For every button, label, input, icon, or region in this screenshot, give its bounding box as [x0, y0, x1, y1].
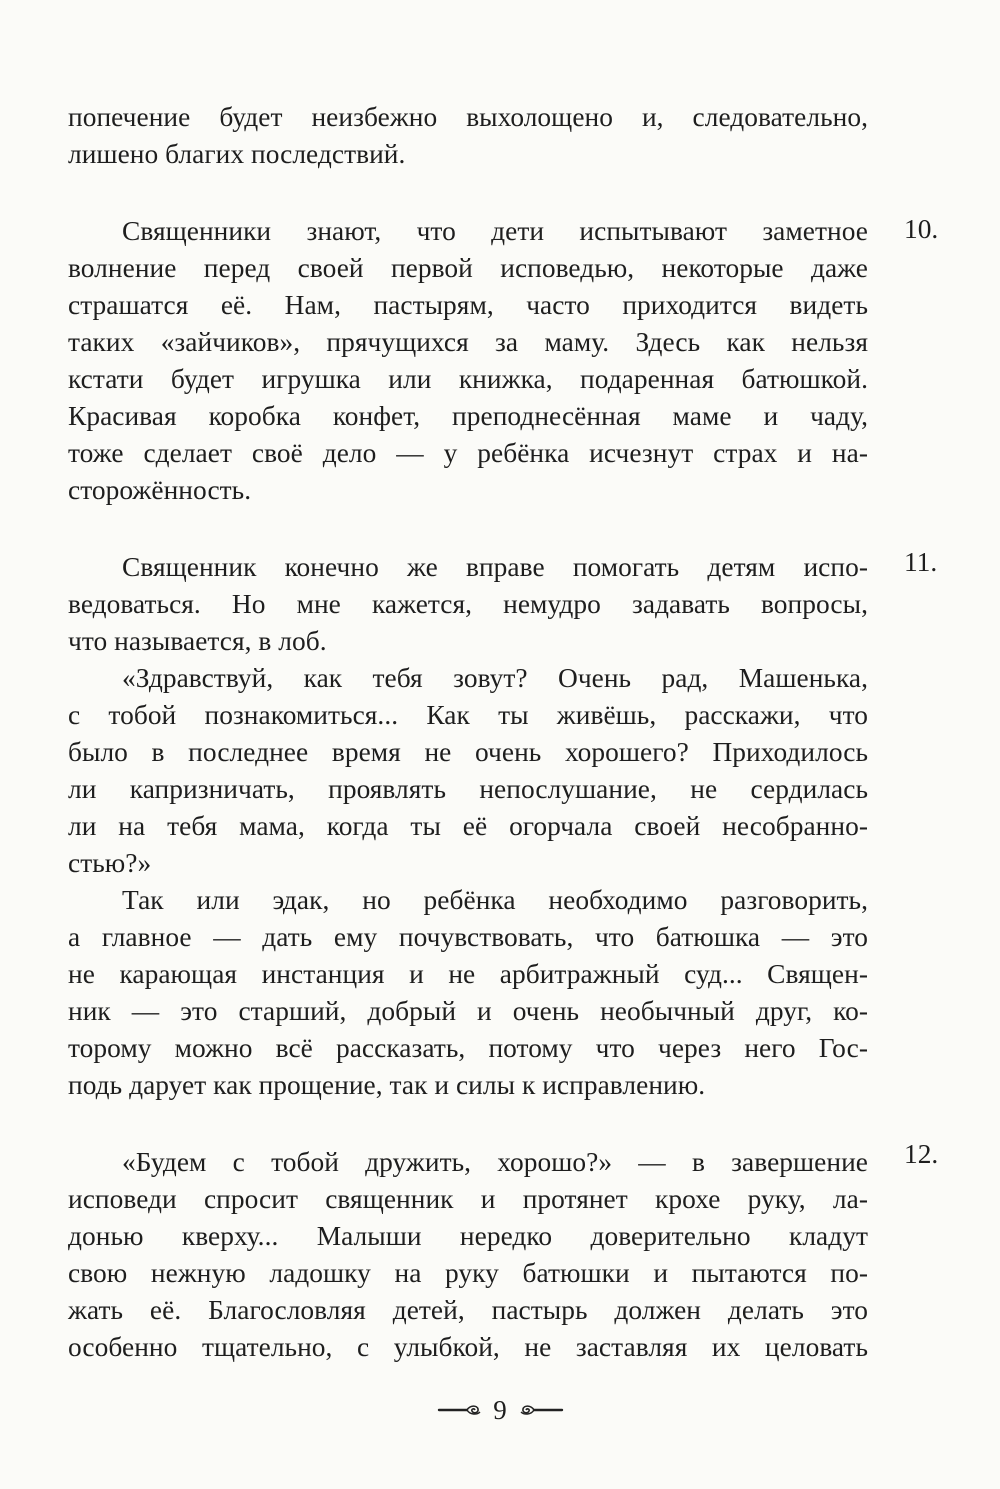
- text-line: Так или эдак, но ребёнка необходимо разговорить,: [122, 885, 868, 915]
- text-line: страшатся её. Нам, пастырям, часто приходится видеть: [68, 290, 868, 320]
- text-line: было в последнее время не очень хорошего? Приходилось: [68, 737, 868, 767]
- paragraph-11: [68, 549, 868, 1104]
- page-number: 9: [493, 1394, 507, 1425]
- page-folio: [0, 1392, 1000, 1425]
- text-line: не карающая инстанция и не арбитражный суд... Священ-: [68, 959, 868, 989]
- text-line: кстати будет игрушка или книжка, подаренная батюшкой.: [68, 364, 868, 394]
- text-line: «Здравствуй, как тебя зовут? Очень рад, Машенька,: [122, 663, 868, 693]
- text-line: особенно тщательно, с улыбкой, не заставляя их целовать: [68, 1332, 868, 1362]
- text-line: «Будем с тобой дружить, хорошо?» — в завершение: [122, 1147, 868, 1177]
- text-line: донью кверху... Малыши нередко доверительно кладут: [68, 1221, 868, 1251]
- text-line: тоже сделает своё дело — у ребёнка исчезнут страх и на-: [68, 438, 868, 468]
- ornament-right-icon: [518, 1403, 564, 1417]
- text-line: жать её. Благословляя детей, пастырь должен делать это: [68, 1295, 868, 1325]
- paragraph-number-12: 12.: [904, 1139, 939, 1169]
- paragraph-number-11: 11.: [904, 547, 938, 577]
- text-line: ведоваться. Но мне кажется, немудро задавать вопросы,: [68, 589, 868, 619]
- text-line: свою нежную ладошку на руку батюшки и пытаются по-: [68, 1258, 868, 1288]
- paragraph-12: [68, 1144, 868, 1366]
- paragraph-number-10: 10.: [904, 214, 939, 244]
- text-line: Красивая коробка конфет, преподнесённая маме и чаду,: [68, 401, 868, 431]
- text-line: подь дарует как прощение, так и силы к исправлению.: [68, 1070, 706, 1100]
- paragraph-10: [68, 213, 868, 509]
- text-line: что называется, в лоб.: [68, 626, 327, 656]
- text-line: стью?»: [68, 848, 152, 878]
- text-column: [68, 99, 868, 1406]
- ornament-left-icon: [437, 1403, 483, 1417]
- text-line: Священники знают, что дети испытывают заметное: [122, 216, 868, 246]
- text-line: волнение перед своей первой исповедью, некоторые даже: [68, 253, 868, 283]
- text-line: ли на тебя мама, когда ты её огорчала своей несобранно-: [68, 811, 868, 841]
- text-line: сторожённость.: [68, 475, 252, 505]
- text-line: попечение будет неизбежно выхолощено и, следовательно,: [68, 102, 868, 132]
- text-line: торому можно всё рассказать, потому что через него Гос-: [68, 1033, 868, 1063]
- paragraph-continuation: [68, 99, 868, 173]
- text-line: лишено благих последствий.: [68, 139, 406, 169]
- text-line: ли капризничать, проявлять непослушание, не сердилась: [68, 774, 868, 804]
- text-line: исповеди спросит священник и протянет крохе руку, ла-: [68, 1184, 868, 1214]
- text-line: а главное — дать ему почувствовать, что батюшка — это: [68, 922, 868, 952]
- text-line: таких «зайчиков», прячущихся за маму. Здесь как нельзя: [68, 327, 868, 357]
- text-line: Священник конечно же вправе помогать детям испо-: [122, 552, 868, 582]
- text-line: ник — это старший, добрый и очень необычный друг, ко-: [68, 996, 868, 1026]
- text-line: с тобой познакомиться... Как ты живёшь, расскажи, что: [68, 700, 868, 730]
